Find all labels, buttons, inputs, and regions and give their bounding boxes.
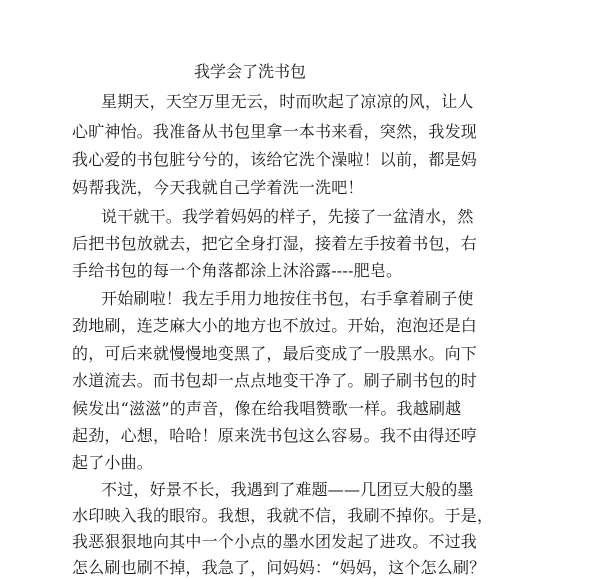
- text-line: 不过，好景不长，我遇到了难题——几团豆大般的墨: [101, 480, 474, 499]
- text-line: 水道流去。而书包却一点点地变干净了。刷子刷书包的时: [72, 371, 478, 390]
- text-line: 星期天，天空万里无云，时而吹起了凉凉的风，让人: [101, 92, 474, 111]
- text-line: 说干就干。我学着妈妈的样子，先接了一盆清水，然: [101, 207, 474, 226]
- text-line: 开始刷啦！我左手用力地按住书包，右手拿着刷子使: [101, 289, 474, 308]
- text-line: 心旷神怡。我准备从书包里拿一本书来看，突然，我发现: [72, 122, 478, 141]
- text-line: 起劲，心想，哈哈！原来洗书包这么容易。我不由得还哼: [72, 426, 478, 445]
- text-line: 起了小曲。: [72, 453, 154, 472]
- text-line: 妈帮我洗，今天我就自己学着洗一洗吧！: [72, 178, 364, 197]
- text-line: 劲地刷，连芝麻大小的地方也不放过。开始，泡泡还是白: [72, 316, 478, 335]
- text-line: 候发出“滋滋”的声音，像在给我唱赞歌一样。我越刷越: [72, 399, 462, 418]
- text-line: 我心爱的书包脏兮兮的，该给它洗个澡啦！以前，都是妈: [72, 150, 478, 169]
- text-line: 怎么刷也刷不掉，我急了，问妈妈：“妈妈，这个怎么刷？: [72, 558, 486, 577]
- text-line: 手给书包的每一个角落都涂上沐浴露----肥皂。: [72, 261, 403, 280]
- text-line: 后把书包放就去，把它全身打湿，接着左手按着书包，右: [72, 234, 478, 253]
- text-line: 我恶狠狠地向其中一个小点的墨水团发起了进攻。不过我: [72, 532, 478, 551]
- text-line: 水印映入我的眼帘。我想，我就不信，我刷不掉你。于是，: [72, 506, 494, 525]
- text-line: 的，可后来就慢慢地变黑了，最后变成了一股黑水。向下: [72, 344, 478, 363]
- essay-title: 我学会了洗书包: [193, 62, 306, 81]
